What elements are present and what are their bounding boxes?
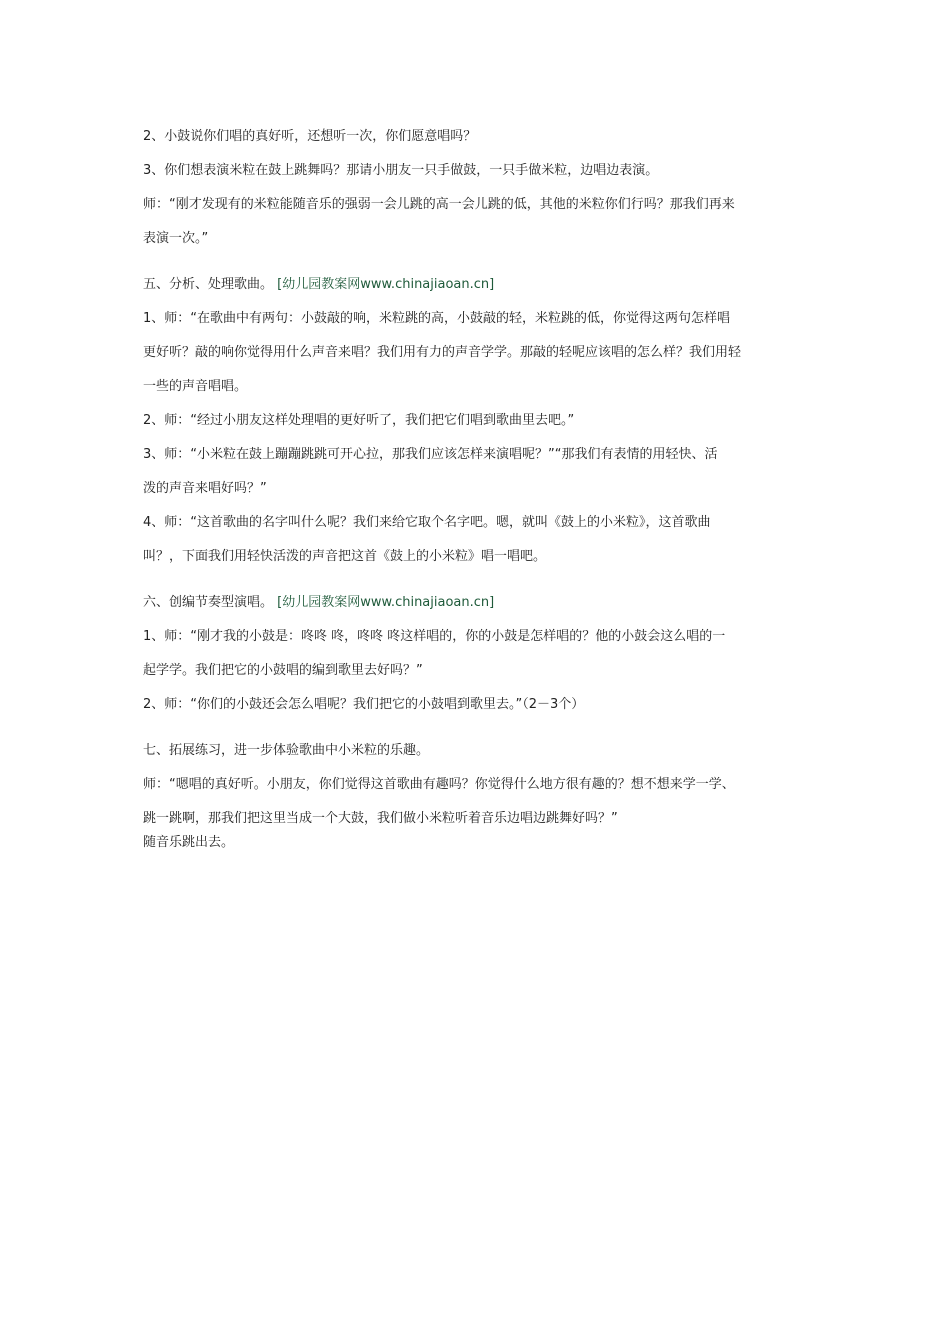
paragraph: 2、师：“你们的小鼓还会怎么唱呢？我们把它的小鼓唱到歌里去。”（2－3个） (143, 697, 585, 712)
paragraph: 4、师：“这首歌曲的名字叫什么呢？我们来给它取个名字吧。嗯，就叫《鼓上的小米粒》，这首歌曲 (143, 515, 711, 530)
paragraph: 1、师：“在歌曲中有两句：小鼓敲的响，米粒跳的高，小鼓敲的轻，米粒跳的低，你觉得这两句怎样唱 (143, 311, 731, 326)
section-4-continuation (143, 126, 808, 250)
section-5 (143, 274, 808, 568)
paragraph: 叫？，下面我们用轻快活泼的声音把这首《鼓上的小米粒》唱一唱吧。 (143, 549, 547, 564)
section-heading (143, 592, 808, 614)
paragraph: 一些的声音唱唱。 (143, 379, 248, 394)
section-6 (143, 592, 808, 716)
paragraph: 师：“嗯唱的真好听。小朋友，你们觉得这首歌曲有趣吗？你觉得什么地方很有趣的？想不想来学一学、 (143, 777, 735, 792)
source-link[interactable]: [幼儿园教案网www.chinajiaoan.cn] (277, 277, 495, 292)
paragraph: 随音乐跳出去。 (143, 835, 235, 850)
heading-text: 五、分析、处理歌曲。 (143, 277, 274, 292)
paragraph: 2、师：“经过小朋友这样处理唱的更好听了，我们把它们唱到歌曲里去吧。” (143, 413, 575, 428)
source-link[interactable]: [幼儿园教案网www.chinajiaoan.cn] (277, 595, 495, 610)
paragraph: 3、你们想表演米粒在鼓上跳舞吗？那请小朋友一只手做鼓，一只手做米粒，边唱边表演。 (143, 163, 659, 178)
document-page (143, 126, 808, 854)
paragraph: 跳一跳啊，那我们把这里当成一个大鼓，我们做小米粒听着音乐边唱边跳舞好吗？” (143, 811, 618, 826)
paragraph: 更好听？敲的响你觉得用什么声音来唱？我们用有力的声音学学。那敲的轻呢应该唱的怎么样？我们用轻 (143, 345, 742, 360)
section-heading (143, 274, 808, 296)
paragraph: 师：“刚才发现有的米粒能随音乐的强弱一会儿跳的高一会儿跳的低，其他的米粒你们行吗？那我们再来 (143, 197, 735, 212)
paragraph: 3、师：“小米粒在鼓上蹦蹦跳跳可开心拉，那我们应该怎样来演唱呢？”“那我们有表情的用轻快、活 (143, 447, 718, 462)
heading-text: 六、创编节奏型演唱。 (143, 595, 274, 610)
paragraph: 泼的声音来唱好吗？” (143, 481, 267, 496)
paragraph: 表演一次。” (143, 231, 209, 246)
paragraph: 起学学。我们把它的小鼓唱的编到歌里去好吗？” (143, 663, 423, 678)
paragraph: 1、师：“刚才我的小鼓是：咚咚 咚，咚咚 咚这样唱的，你的小鼓是怎样唱的？他的小鼓会这么唱的一 (143, 629, 726, 644)
section-7 (143, 740, 808, 854)
section-heading: 七、拓展练习，进一步体验歌曲中小米粒的乐趣。 (143, 743, 430, 758)
paragraph: 2、小鼓说你们唱的真好听，还想听一次，你们愿意唱吗？ (143, 129, 477, 144)
